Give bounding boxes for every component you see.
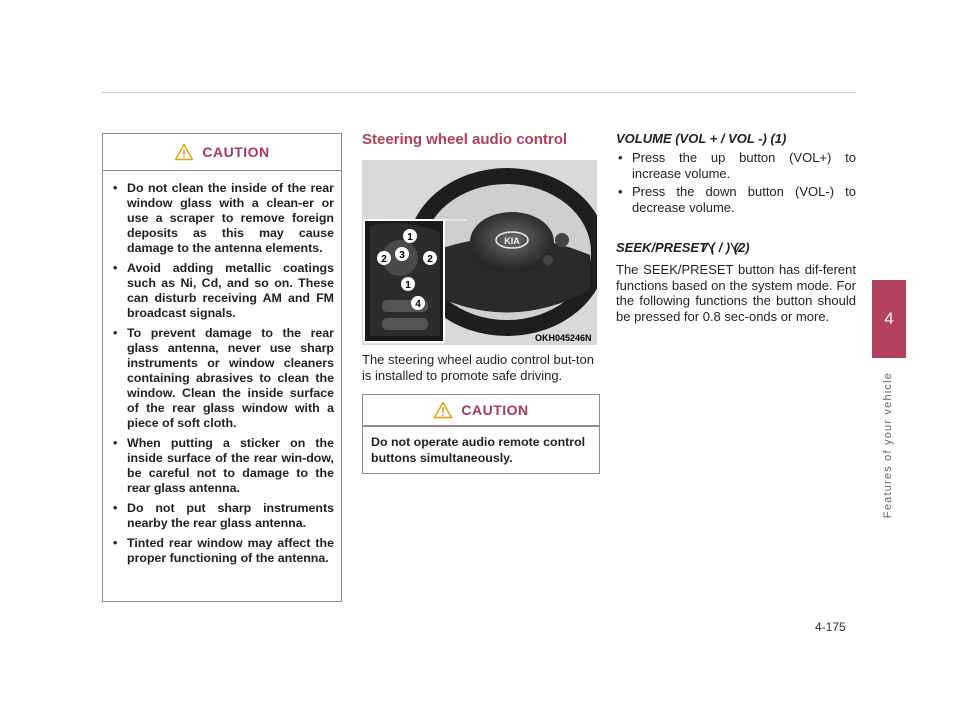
volume-title: VOLUME (VOL + / VOL -) (1) [616,131,787,146]
bullet: • [113,325,118,340]
caution-header [363,395,599,426]
left-caution-box [102,133,342,602]
caution-text: Do not operate audio remote control buttons simultaneously. [371,435,586,465]
seek-description: The SEEK/PRESET button has dif-ferent functions based on the system mode. For the following functions the button should be pressed for 0.8 sec-onds or more. [616,262,856,324]
callout-1: 1 [407,232,413,243]
bullet: • [113,535,118,550]
bullet: • [113,436,118,450]
callout-2: 2 [381,254,387,265]
callout-1b: 1 [405,280,411,291]
steering-wheel-illustration [362,160,597,345]
caution-label: CAUTION [202,144,270,160]
figure-code: OKH045246N [535,333,592,343]
warning-icon [174,143,194,161]
list-item: • Press the down button (VOL-) to decrease volume. [618,184,856,215]
caution-divider [103,170,341,171]
bullet: • [113,500,118,515]
page-number: 4-175 [815,620,846,634]
up-arrow-icon [703,243,713,252]
steering-wheel-figure [362,160,597,345]
bullet: • [618,184,623,200]
list-item: • Do not clean the inside of the rear window glass with a clean-er or use a scraper to remove foreign deposits as this may cause damage to the antenna elements. [113,181,334,256]
chapter-tab [872,280,906,358]
list-item: • Tinted rear window may affect the proper functioning of the antenna. [113,535,334,565]
list-item: • To prevent damage to the rear glass antenna, never use sharp instruments or window cleaners containing abrasives to clean the window. Clean the inside surface of the rear glass window with a piece of soft cloth. [113,325,334,431]
list-item: • Avoid adding metallic coatings such as Ni, Cd, and so on. These can disturb receiving AM and FM broadcast signals. [113,260,334,321]
middle-caution-box [362,394,600,474]
callout-3: 3 [399,250,405,261]
bullet: • [113,260,118,275]
chapter-side-label [866,371,910,519]
list-item: • When putting a sticker on the inside surface of the rear win-dow, be careful not to damage to the rear glass antenna. [113,436,334,496]
callout-4: 4 [415,299,421,310]
caution-header [103,134,341,170]
seek-title-text: SEEK/PRESET ( / ) (2) [616,240,750,255]
caution-label: CAUTION [461,402,529,418]
section-title: Steering wheel audio control [362,131,568,148]
caution-divider [363,426,599,427]
seek-arrow-icons [695,240,755,256]
caution-list [103,181,341,566]
chapter-number: 4 [884,309,894,328]
warning-icon [433,401,453,419]
list-item: • Press the up button (VOL+) to increase volume. [618,150,856,181]
callout-2b: 2 [427,254,433,265]
section-description: The steering wheel audio control but-ton is installed to promote safe driving. [362,352,594,383]
list-item: • Do not put sharp instruments nearby the rear glass antenna. [113,500,334,530]
bullet: • [618,150,623,165]
down-arrow-icon [731,243,741,252]
volume-list [616,150,856,218]
kia-logo-text: KIA [504,236,520,246]
chapter-title: Features of your vehicle [882,371,895,519]
header-rule [102,92,856,93]
bullet: • [113,181,118,195]
